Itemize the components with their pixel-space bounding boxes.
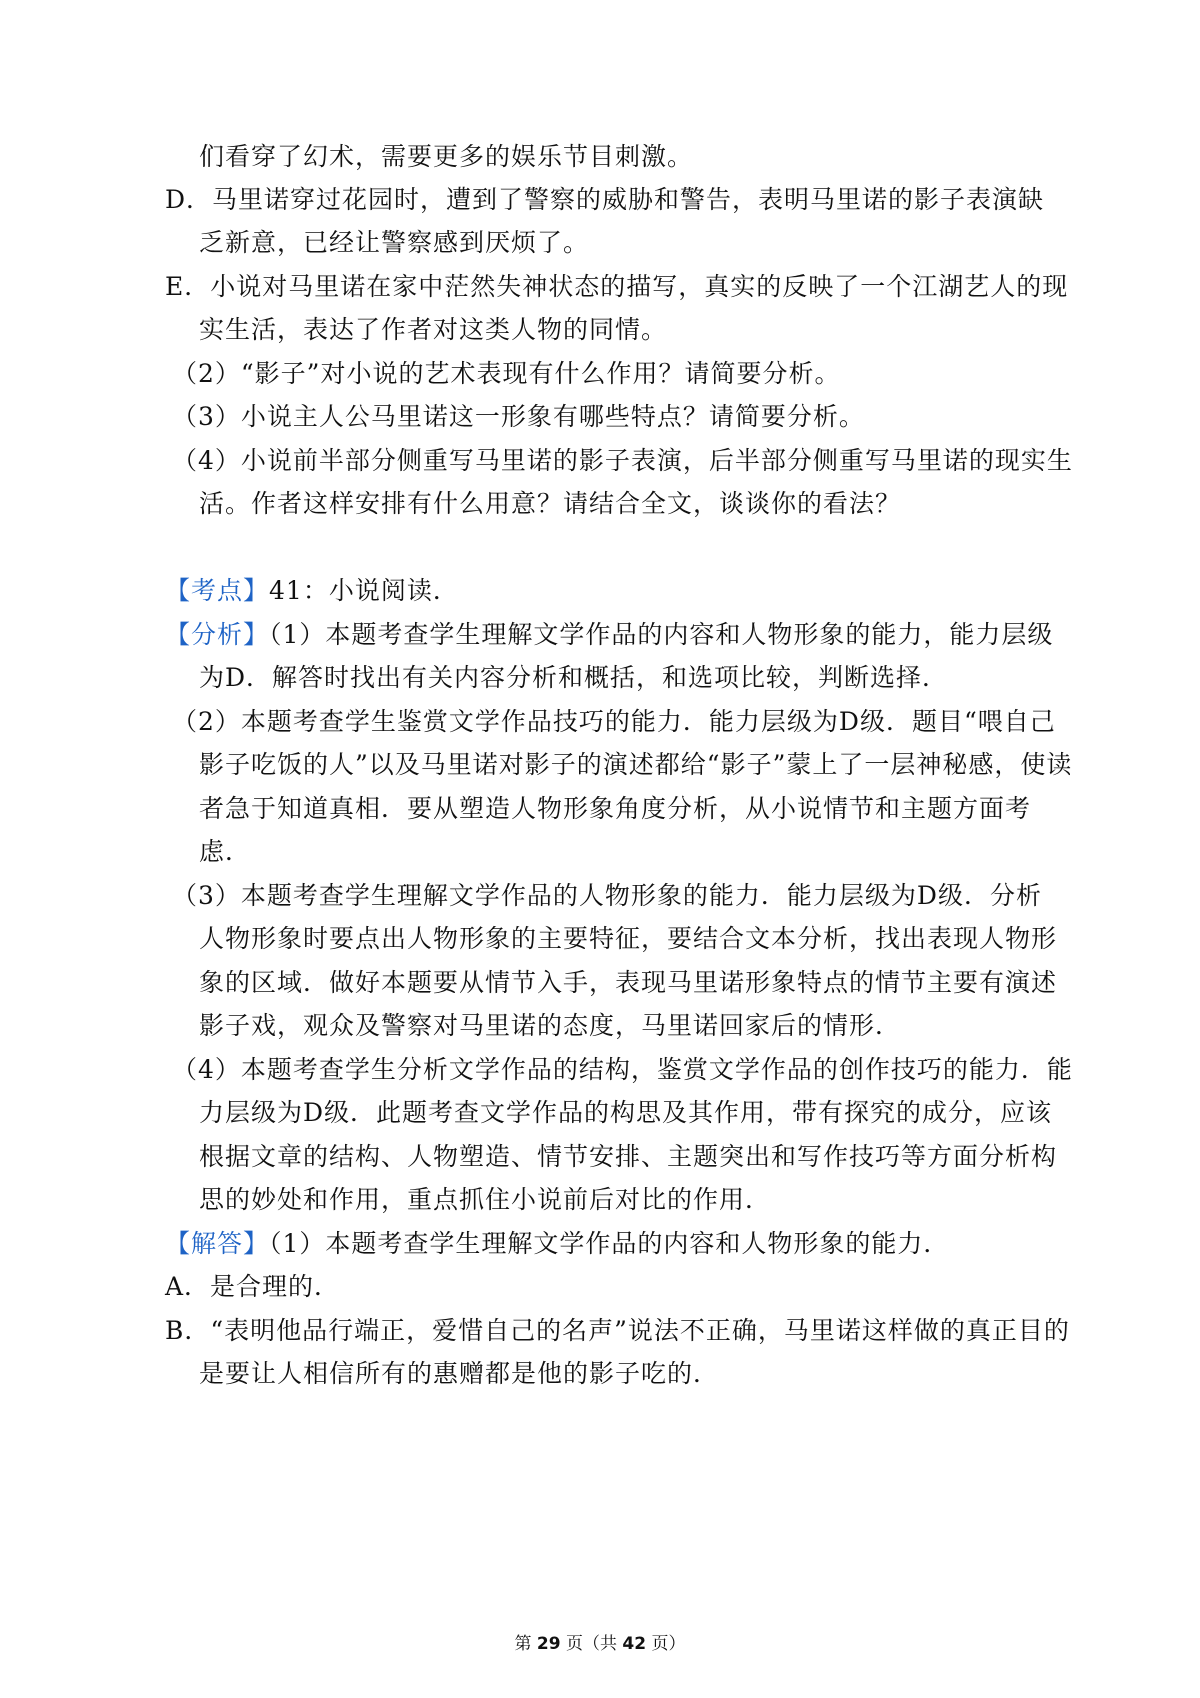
fenxi-text: （1）本题考查学生理解文学作品的内容和人物形象的能力，能力层级 xyxy=(269,620,1054,649)
answer-line: B．“表明他品行端正，爱惜自己的名声”说法不正确，马里诺这样做的真正目的 xyxy=(165,1316,1070,1345)
kaodian-tag: 【考点】 xyxy=(165,576,270,605)
option-c-continuation: 们看穿了幻术，需要更多的娱乐节目刺激。 xyxy=(199,142,694,171)
answer-line: 是要让人相信所有的惠赠都是他的影子吃的． xyxy=(199,1359,720,1388)
question-4-line-2: 活。作者这样安排有什么用意？请结合全文，谈谈你的看法？ xyxy=(199,489,902,518)
footer-total-pages: 42 xyxy=(622,1634,647,1654)
kaodian-line xyxy=(165,574,459,608)
question-2: （2）“影子”对小说的艺术表现有什么作用？请简要分析。 xyxy=(172,359,841,388)
jieda-tag: 【解答】 xyxy=(165,1229,270,1258)
analysis-line: 者急于知道真相．要从塑造人物形象角度分析，从小说情节和主题方面考 xyxy=(199,794,1032,823)
page-footer xyxy=(0,1632,1200,1656)
footer-prefix: 第 xyxy=(514,1634,532,1654)
question-4-line-1: （4）小说前半部分侧重写马里诺的影子表演，后半部分侧重写马里诺的现实生 xyxy=(172,446,1073,475)
jieda-text: （1）本题考查学生理解文学作品的内容和人物形象的能力． xyxy=(269,1229,950,1258)
question-3: （3）小说主人公马里诺这一形象有哪些特点？请简要分析。 xyxy=(172,402,865,431)
fenxi-tag: 【分析】 xyxy=(165,620,270,649)
analysis-line: 根据文章的结构、人物塑造、情节安排、主题突出和写作技巧等方面分析构 xyxy=(199,1142,1058,1171)
answer-line: A．是合理的． xyxy=(165,1272,341,1301)
footer-suffix: 页） xyxy=(651,1634,686,1654)
analysis-line: 思的妙处和作用，重点抓住小说前后对比的作用． xyxy=(199,1185,772,1214)
kaodian-text: 41：小说阅读． xyxy=(269,576,459,605)
option-d-line-1: D．马里诺穿过花园时，遭到了警察的威胁和警告，表明马里诺的影子表演缺 xyxy=(165,185,1045,214)
analysis-line: 力层级为D级．此题考查文学作品的构思及其作用，带有探究的成分，应该 xyxy=(199,1098,1053,1127)
analysis-line: （4）本题考查学生分析文学作品的结构，鉴赏文学作品的创作技巧的能力．能 xyxy=(172,1055,1073,1084)
option-e-line-2: 实生活，表达了作者对这类人物的同情。 xyxy=(199,315,668,344)
analysis-line: （3）本题考查学生理解文学作品的人物形象的能力．能力层级为D级．分析 xyxy=(172,881,1042,910)
analysis-line: （2）本题考查学生鉴赏文学作品技巧的能力．能力层级为D级．题目“喂自己 xyxy=(172,707,1056,736)
analysis-line: 人物形象时要点出人物形象的主要特征，要结合文本分析，找出表现人物形 xyxy=(199,924,1058,953)
option-e-line-1: E．小说对马里诺在家中茫然失神状态的描写，真实的反映了一个江湖艺人的现 xyxy=(165,272,1069,301)
analysis-line: 影子戏，观众及警察对马里诺的态度，马里诺回家后的情形． xyxy=(199,1011,902,1040)
footer-middle: 页（共 xyxy=(566,1634,617,1654)
fenxi-line xyxy=(165,618,1053,652)
option-d-line-2: 乏新意，已经让警察感到厌烦了。 xyxy=(199,228,590,257)
footer-page-number: 29 xyxy=(536,1634,561,1654)
analysis-line: 为D．解答时找出有关内容分析和概括，和选项比较，判断选择． xyxy=(199,663,949,692)
jieda-line xyxy=(165,1227,949,1261)
analysis-line: 影子吃饭的人”以及马里诺对影子的演述都给“影子”蒙上了一层神秘感，使读 xyxy=(199,750,1073,779)
analysis-line: 象的区域．做好本题要从情节入手，表现马里诺形象特点的情节主要有演述 xyxy=(199,968,1058,997)
analysis-line: 虑． xyxy=(199,837,252,866)
